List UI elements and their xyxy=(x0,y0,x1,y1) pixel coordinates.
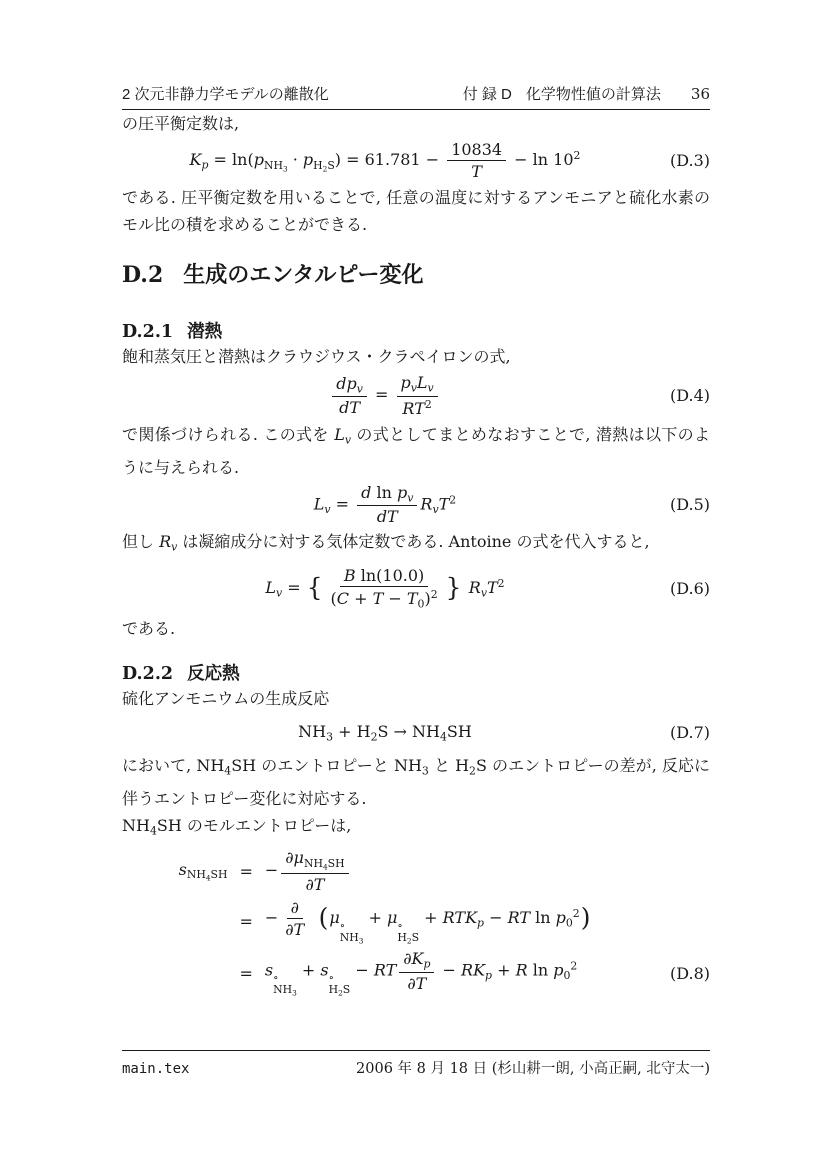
paragraph-entropy-difference: において, $NH_4SH$ のエントロピーと $NH_3$ と $H_2S$ のエントロピーの差が, 反応に伴うエントロピー変化に対応する. xyxy=(122,756,710,808)
equation-d6-number: (D.6) xyxy=(669,578,710,598)
equation-d8-row2-rel: = xyxy=(239,912,253,932)
equation-d5 xyxy=(122,483,710,527)
equation-d8-row1-rhs: − $\partial\mu_{NH_4SH}$ ∂T xyxy=(265,848,352,894)
footer-date-authors: 2006 年 8 月 18 日 (杉山耕一朗, 小高正嗣, 北守太一) xyxy=(356,1061,710,1077)
equation-d8-row3-rel: = xyxy=(239,963,253,983)
equation-d4-formula: $dp_v$ dT = $p_vL_v$ $RT^2$ xyxy=(329,373,440,418)
equation-d8-number: (D.8) xyxy=(669,964,710,984)
section-d2-number: D.2 xyxy=(122,262,164,289)
paragraph-gas-constant-antoine: 但し $R_v$ は凝縮成分に対する気体定数である. Antoine の式を代入すると, xyxy=(122,532,650,554)
equation-d5-formula: $L_v$ = $\frac{d \ln p_v}{dT}$ $R_vT^2$ xyxy=(313,482,457,527)
page-number: 36 xyxy=(690,85,710,103)
equation-d8-row1-lhs: $s_{NH_4SH}$ xyxy=(178,859,228,883)
page-footer xyxy=(122,1050,710,1078)
paragraph-molar-entropy: $NH_4SH$ のモルエントロピーは, xyxy=(122,815,352,838)
subsection-d21-number: D.2.1 xyxy=(122,322,174,343)
equation-d8 xyxy=(122,848,710,997)
equation-d7-formula: $NH_3 + H_2S \to NH_4SH$ xyxy=(298,721,472,744)
subsection-d21-title: 潜熱 xyxy=(187,321,223,342)
running-head-appendix-label: 付 録 D xyxy=(462,86,512,103)
equation-d6 xyxy=(122,566,710,611)
page-content xyxy=(122,0,710,997)
section-heading-d2 xyxy=(122,262,710,288)
running-head-appendix-title: 化学物性値の計算法 xyxy=(525,86,661,103)
equation-d3-formula: $K_p = \ln(p_{NH_3} \cdot p_{H_2S}) = 61.781$ − $\frac{10834}{T}$ − $\ln 10^2$ xyxy=(189,140,581,182)
equation-d5-number: (D.5) xyxy=(669,494,710,514)
running-head-right xyxy=(463,84,710,105)
paragraph-formation-reaction: 硫化アンモニウムの生成反応 xyxy=(122,689,330,709)
footer-filename: main.tex xyxy=(122,1061,190,1077)
paragraph-latent-heat: で関係づけられる. この式を $L_v$ の式としてまとめなおすことで, 潜熱は以下のように与えられる. xyxy=(122,425,710,477)
equation-d7-number: (D.7) xyxy=(669,722,710,742)
equation-d4 xyxy=(122,373,710,418)
subsection-heading-d22 xyxy=(122,662,710,685)
equation-d3 xyxy=(122,140,710,181)
subsection-d22-title: 反応熱 xyxy=(187,663,240,684)
paragraph-dearu: である. xyxy=(122,619,176,639)
running-head xyxy=(122,84,710,110)
equation-d7 xyxy=(122,716,710,748)
equation-d8-row2-rhs: − ∂ ∂T (μ ∘ $NH_3$ + μ ∘ $H_2S$ + $RTK_p$ − RT $\ln p_0^2$) xyxy=(264,898,591,946)
running-head-left-title: 2 次元非静力学モデルの離散化 xyxy=(122,86,329,103)
subsection-d22-number: D.2.2 xyxy=(122,664,174,685)
paragraph-clausius: 飽和蒸気圧と潜熱はクラウジウス・クラペイロンの式, xyxy=(122,347,511,367)
subsection-heading-d21 xyxy=(122,320,710,343)
section-d2-title: 生成のエンタルピー変化 xyxy=(183,262,424,288)
paragraph-after-d3: である. 圧平衡定数を用いることで, 任意の温度に対するアンモニアと硫化水素のモル比の積を求めることができる. xyxy=(122,188,710,235)
equation-d6-formula: $L_v$ = { $\frac{\text{B ln(10.0)}}{(C + T - T_0)^2}$ } $R_vT^2$ xyxy=(265,565,505,611)
paragraph-equilibrium-intro: の圧平衡定数は, xyxy=(122,114,240,133)
equation-d3-number: (D.3) xyxy=(669,151,710,171)
equation-d4-number: (D.4) xyxy=(669,386,710,406)
equation-d8-row3-rhs: s ∘ $NH_3$ + s ∘ $H_2S$ − RT $\frac{\partial K_p}{\partial T}$ − $RK_p + R$ $\ln p_0^2$ xyxy=(264,949,578,998)
equation-d8-row1-rel: = xyxy=(239,861,253,881)
